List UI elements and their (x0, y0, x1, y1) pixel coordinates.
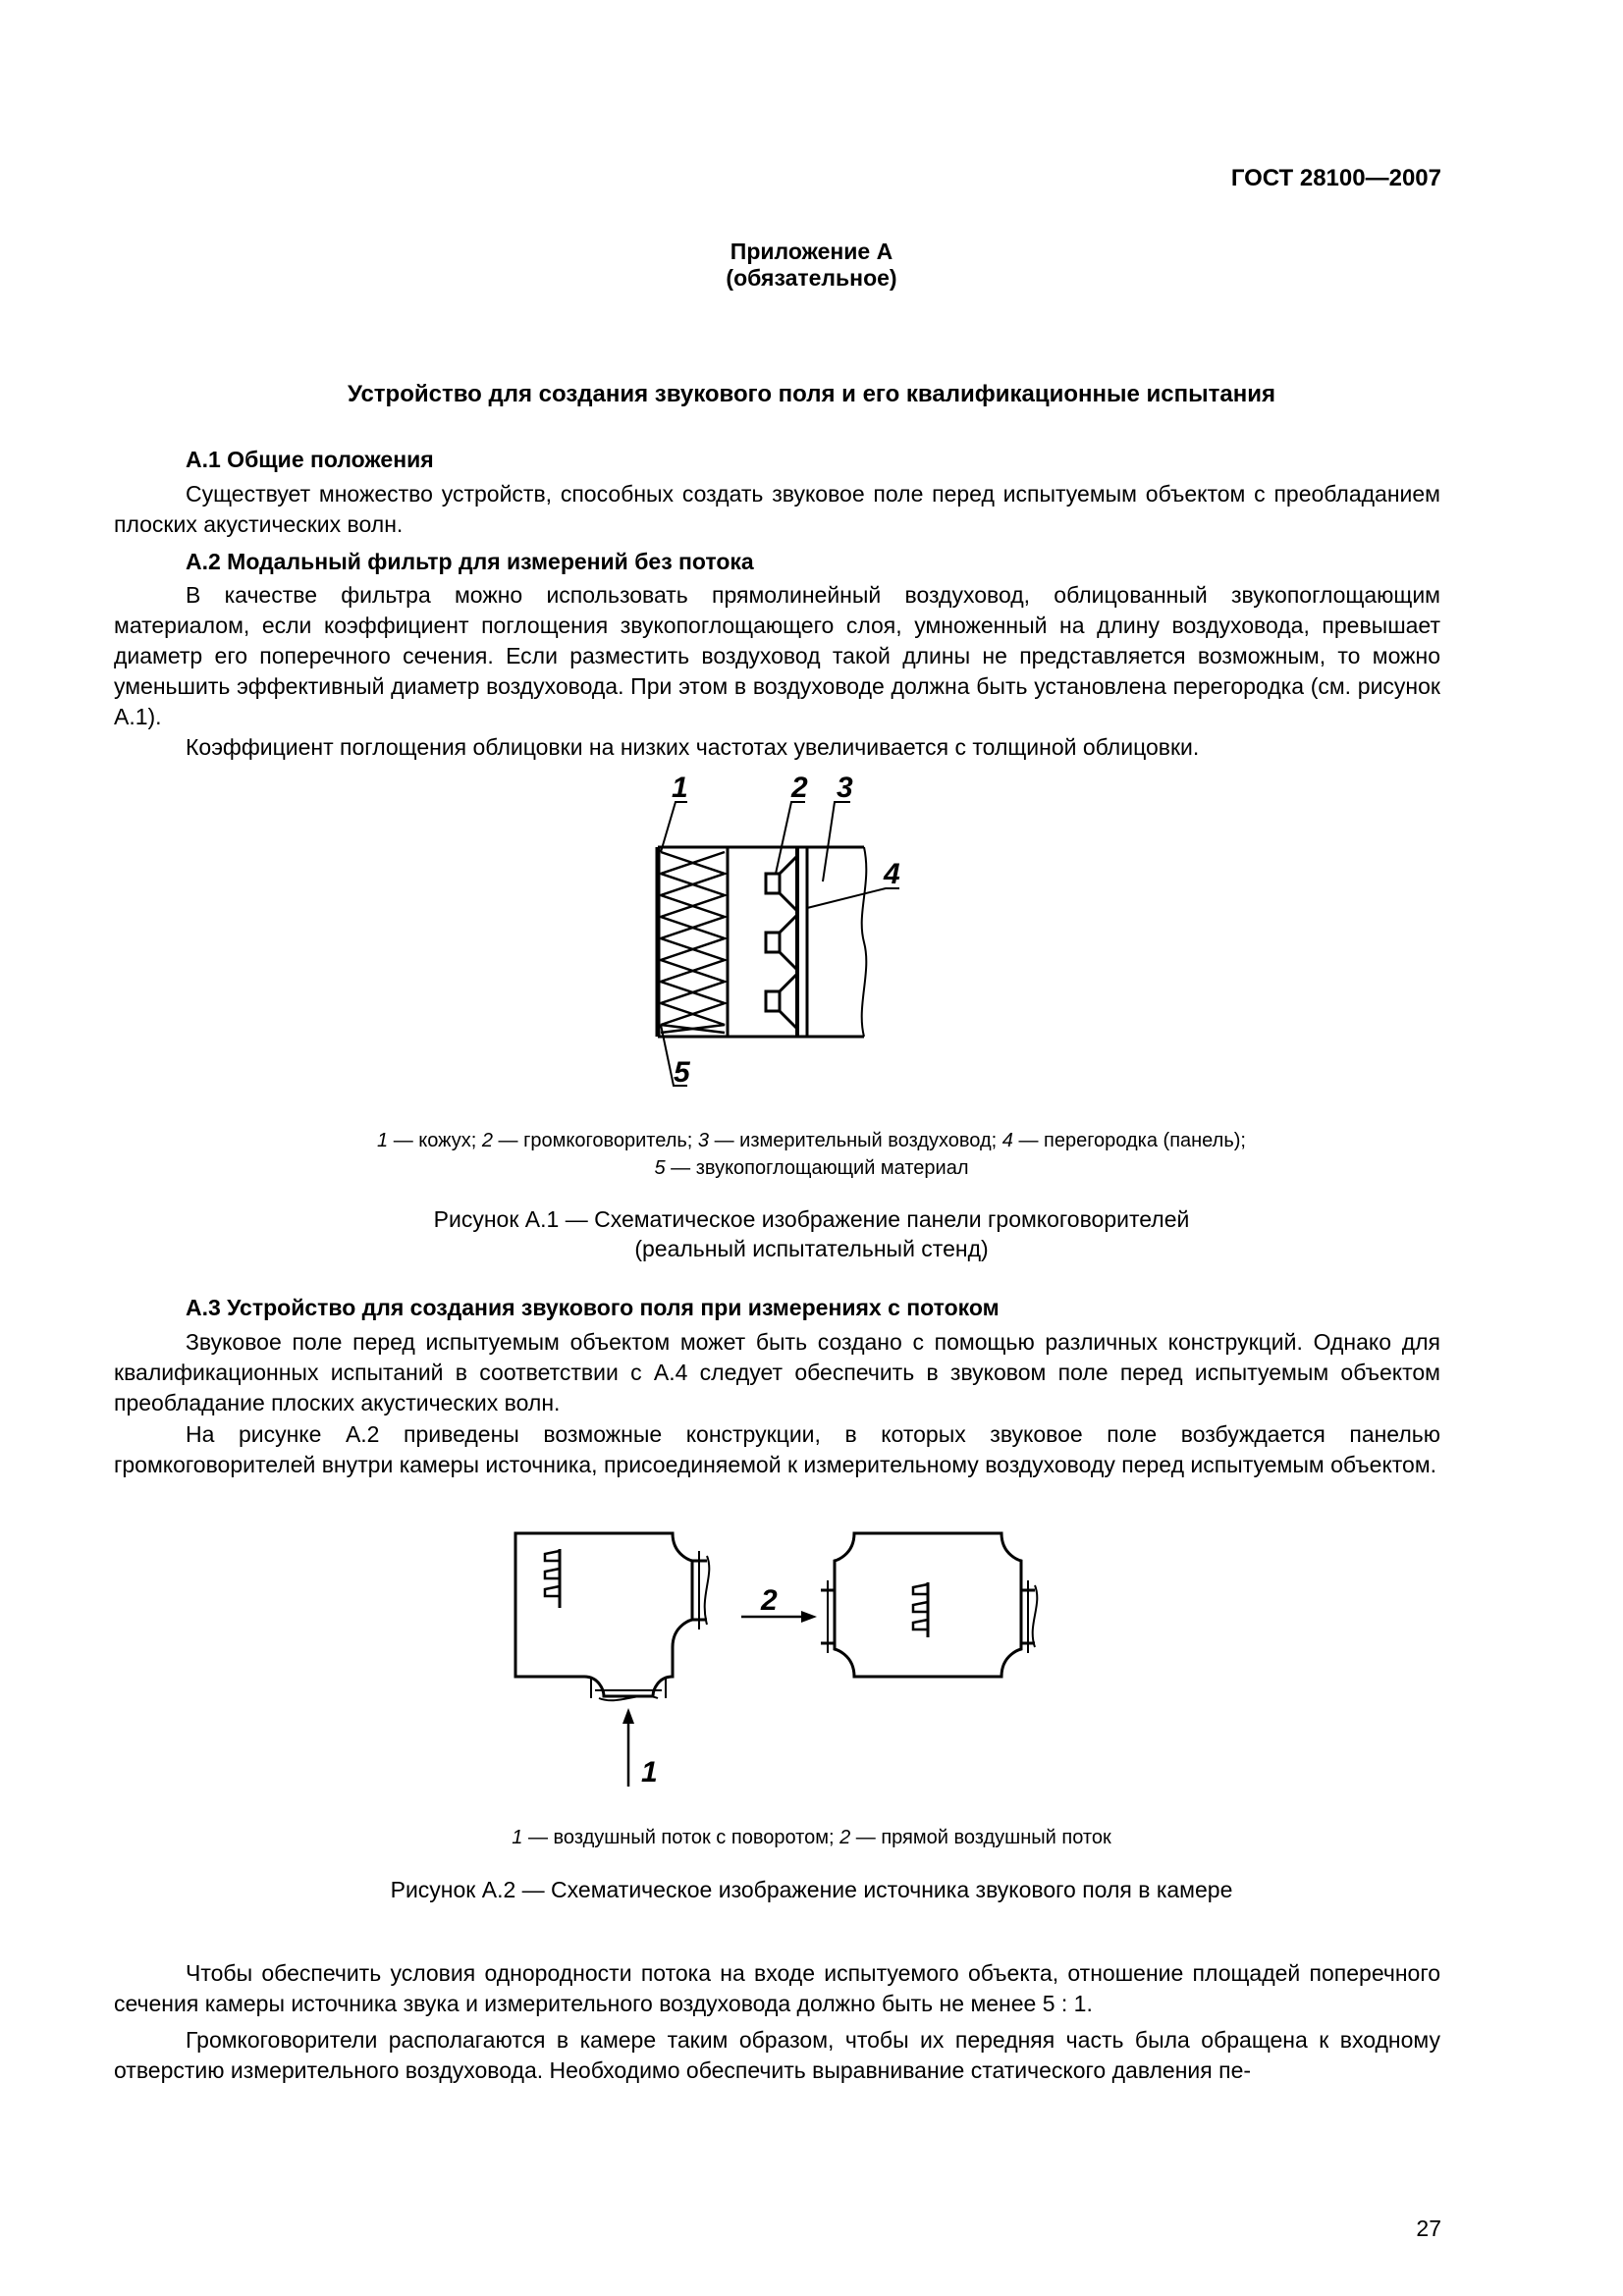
section-a3-heading: А.3 Устройство для создания звукового поля при измерениях с потоком (186, 1295, 1000, 1320)
leader-1 (661, 802, 687, 852)
loudspeaker-3 (766, 974, 797, 1029)
figure-a1-title-line1: Рисунок А.1 — Схематическое изображение панели громкоговорителей (433, 1206, 1190, 1232)
main-title: Устройство для создания звукового поля и его квалификационные испытания (348, 381, 1275, 407)
label-1: 1 (672, 775, 688, 804)
label-4: 4 (884, 858, 900, 890)
loudspeaker-1 (766, 856, 797, 911)
section-a1-paragraph: Существует множество устройств, способных создать звуковое поле перед испытуемым объектом с преобладанием плоских акустических волн. (114, 481, 1440, 537)
duct-break-line (862, 847, 867, 1037)
appendix-title: Приложение А (730, 239, 893, 264)
page-number: 27 (1416, 2216, 1441, 2241)
section-a3-paragraph-3: Чтобы обеспечить условия однородности потока на входе испытуемого объекта, отношение площадей поперечного сечения камеры источника звука и измерительного воздуховода должно быть не менее 5 : 1. (114, 1960, 1440, 2016)
label-2: 2 (761, 1584, 778, 1617)
label-2: 2 (791, 775, 808, 804)
figure-a1-legend-line1: 1 — кожух; 2 — громкоговоритель; 3 — измерительный воздуховод; 4 — перегородка (панель); (377, 1130, 1246, 1151)
leader-4 (807, 888, 899, 908)
label-3: 3 (837, 775, 853, 804)
chamber-turning-flow (515, 1533, 709, 1700)
figure-a2-legend: 1 — воздушный поток с поворотом; 2 — прямой воздушный поток (512, 1827, 1111, 1848)
section-a1-heading: А.1 Общие положения (186, 447, 434, 472)
section-a3-paragraph-2: На рисунке А.2 приведены возможные конструкции, в которых звуковое поле возбуждается панелью громкоговорителей внутри камеры источника, присоединяемой к измерительному воздуховоду перед испытуемым объектом. (114, 1421, 1440, 1477)
section-a3-paragraph-4: Громкоговорители располагаются в камере таким образом, чтобы их передняя часть была обращена к входному отверстию измерительного воздуховода. Необходимо обеспечить выравнивание статического давления пе- (114, 2027, 1440, 2083)
figure-a2-diagram (501, 1522, 1051, 1806)
section-a3-paragraph-1: Звуковое поле перед испытуемым объектом может быть создано с помощью различных конструкций. Однако для квалификационных испытаний в соответствии с А.4 следует обеспечить в звуковом поле перед испытуемым объектом преобладание плоских акустических волн. (114, 1329, 1440, 1415)
figure-a1-title-line2: (реальный испытательный стенд) (634, 1236, 989, 1261)
label-5: 5 (674, 1056, 690, 1089)
figure-a1-diagram (628, 775, 923, 1099)
leader-3 (823, 802, 850, 881)
label-1: 1 (641, 1756, 658, 1789)
document-number: ГОСТ 28100—2007 (1230, 165, 1441, 191)
appendix-status: (обязательное) (726, 265, 897, 291)
chamber-straight-flow (821, 1533, 1037, 1677)
loudspeaker-2 (766, 915, 797, 970)
section-a2-paragraph-2: Коэффициент поглощения облицовки на низких частотах увеличивается с толщиной облицовки. (186, 734, 1200, 760)
section-a2-heading: А.2 Модальный фильтр для измерений без потока (186, 549, 754, 574)
figure-a1-legend-line2: 5 — звукопоглощающий материал (654, 1157, 969, 1179)
figure-a2-title: Рисунок А.2 — Схематическое изображение источника звукового поля в камере (390, 1877, 1233, 1902)
section-a2-paragraph-1: В качестве фильтра можно использовать прямолинейный воздуховод, облицованный звукопоглощающим материалом, если коэффициент поглощения звукопоглощающего слоя, умноженный на длину воздуховода, превышает диаметр его поперечного сечения. Если разместить воздуховод такой длины не представляется возможным, то можно уменьшить эффективный диаметр воздуховода. При этом в воздуховоде должна быть установлена перегородка (см. рисунок А.1). (114, 582, 1440, 729)
